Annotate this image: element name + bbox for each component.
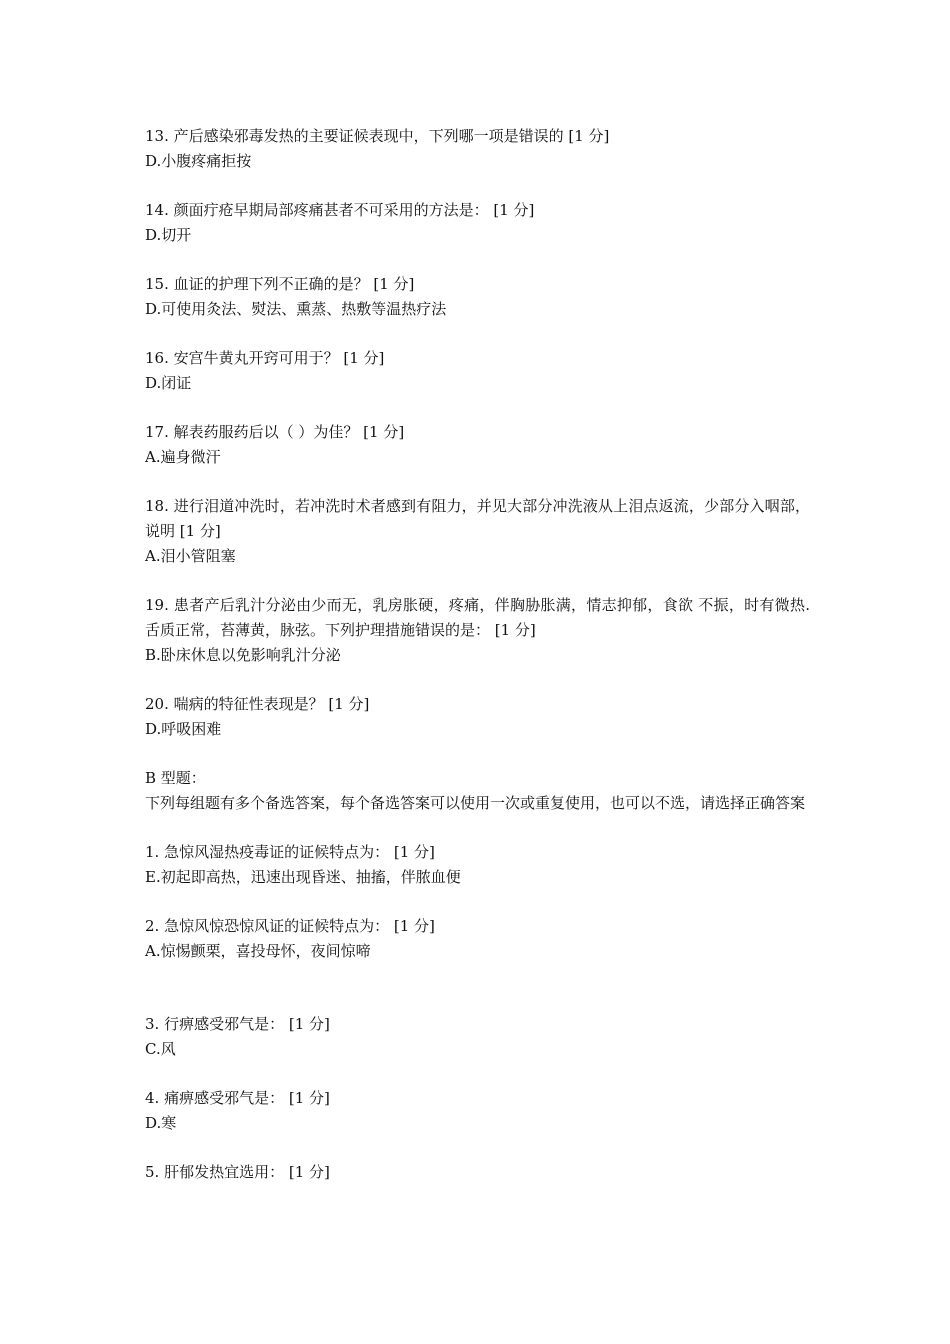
- answer-text: B.卧床休息以免影响乳汁分泌: [145, 646, 341, 664]
- question-19: [145, 593, 810, 668]
- question-text: 20. 喘病的特征性表现是？ [1 分]: [145, 695, 370, 713]
- question-text: 5. 肝郁发热宜选用： [1 分]: [145, 1163, 330, 1181]
- question-text: 3. 行痹感受邪气是： [1 分]: [145, 1015, 330, 1033]
- answer-text: A.遍身微汗: [145, 448, 221, 466]
- question-b2: [145, 914, 810, 964]
- question-text: 1. 急惊风湿热疫毒证的证候特点为： [1 分]: [145, 843, 435, 861]
- answer-text: D.可使用灸法、熨法、熏蒸、热敷等温热疗法: [145, 300, 447, 318]
- answer-text: D.闭证: [145, 374, 192, 392]
- answer-text: D.小腹疼痛拒按: [145, 152, 252, 170]
- question-text: 4. 痛痹感受邪气是： [1 分]: [145, 1089, 330, 1107]
- question-text: 2. 急惊风惊恐惊风证的证候特点为： [1 分]: [145, 917, 435, 935]
- document-page: [145, 124, 810, 1209]
- answer-text: D.寒: [145, 1114, 177, 1132]
- question-17: [145, 420, 810, 470]
- section-title: B 型题：: [145, 769, 206, 787]
- section-instruction: 下列每组题有多个备选答案，每个备选答案可以使用一次或重复使用，也可以不选，请选择正确答案: [145, 794, 806, 812]
- question-text: 16. 安宫牛黄丸开窍可用于？ [1 分]: [145, 349, 385, 367]
- question-text: 14. 颜面疔疮早期局部疼痛甚者不可采用的方法是： [1 分]: [145, 201, 535, 219]
- blank-spacer: [145, 988, 810, 1012]
- question-15: [145, 272, 810, 322]
- question-text: 17. 解表药服药后以（ ）为佳？ [1 分]: [145, 423, 405, 441]
- question-14: [145, 198, 810, 248]
- answer-text: D.呼吸困难: [145, 720, 222, 738]
- question-b5: [145, 1160, 810, 1185]
- question-13: [145, 124, 810, 174]
- question-text: 15. 血证的护理下列不正确的是？ [1 分]: [145, 275, 415, 293]
- answer-text: A.泪小管阻塞: [145, 547, 236, 565]
- answer-text: D.切开: [145, 226, 192, 244]
- question-20: [145, 692, 810, 742]
- question-16: [145, 346, 810, 396]
- question-text: 18. 进行泪道冲洗时，若冲洗时术者感到有阻力，并见大部分冲洗液从上泪点返流，少部分入咽部，说明 [1 分]: [145, 497, 810, 540]
- question-b4: [145, 1086, 810, 1136]
- section-b-header: [145, 766, 810, 816]
- answer-text: A.惊惕颤栗，喜投母怀，夜间惊啼: [145, 942, 371, 960]
- question-text: 19. 患者产后乳汁分泌由少而无，乳房胀硬，疼痛，伴胸胁胀满，情志抑郁，食欲 不振，时有微热.舌质正常，苔薄黄，脉弦。下列护理措施错误的是： [1 分]: [145, 596, 810, 639]
- question-b1: [145, 840, 810, 890]
- question-text: 13. 产后感染邪毒发热的主要证候表现中，下列哪一项是错误的 [1 分]: [145, 127, 610, 145]
- answer-text: E.初起即高热，迅速出现昏迷、抽搐，伴脓血便: [145, 868, 461, 886]
- question-b3: [145, 1012, 810, 1062]
- question-18: [145, 494, 810, 569]
- answer-text: C.风: [145, 1040, 176, 1058]
